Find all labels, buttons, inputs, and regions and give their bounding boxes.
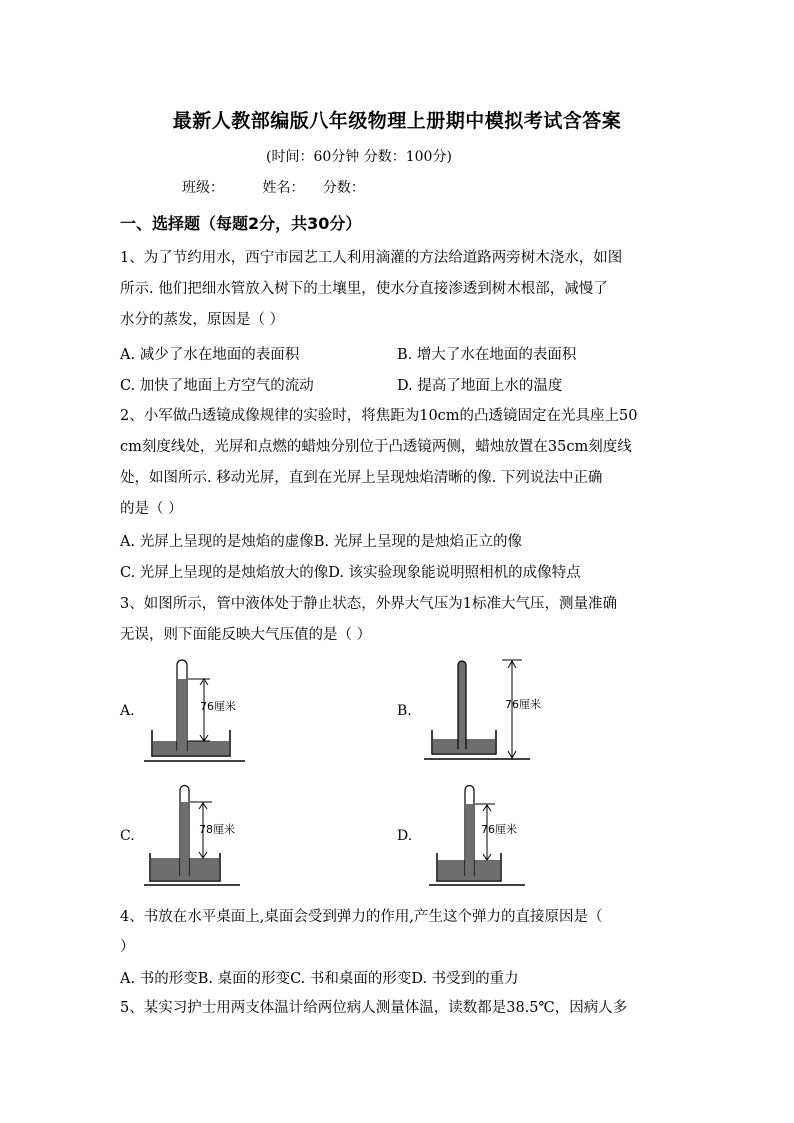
class-field-label: 班级： <box>182 180 224 196</box>
diagram-a-measure: 76厘米 <box>200 700 236 713</box>
diagram-c-label[interactable]: C. <box>120 828 135 844</box>
diagram-c-measure: 78厘米 <box>199 823 235 836</box>
diagram-b-measure: 76厘米 <box>505 698 541 711</box>
mercury-column-a <box>178 679 186 751</box>
student-info-line <box>182 177 389 197</box>
question-1-line-3: 水分的蒸发，原因是（ ） <box>120 312 285 328</box>
mercury-pool-a <box>153 741 229 755</box>
diagram-b-label[interactable]: B. <box>397 703 412 719</box>
score-field-label: 分数： <box>322 180 365 196</box>
question-1-line-1: 1、为了节约用水，西宁市园艺工人利用滴灌的方法给道路两旁树木浇水，如图 <box>120 250 623 266</box>
diagram-d-measure: 76厘米 <box>481 823 517 836</box>
exam-title: 最新人教部编版八年级物理上册期中模拟考试含答案 <box>172 110 622 132</box>
question-2-options-ab[interactable]: A. 光屏上呈现的是烛焰的虚像B. 光屏上呈现的是烛焰正立的像 <box>120 534 523 550</box>
section-heading: 一、选择题（每题2分，共30分） <box>120 214 362 233</box>
question-2-line-4: 的是（ ） <box>120 501 183 517</box>
mercury-column-b <box>458 661 466 749</box>
barometer-diagram-d <box>425 780 535 890</box>
mercury-column-d <box>466 804 473 876</box>
name-field-label: 姓名： <box>262 180 305 196</box>
question-2-line-2: cm刻度线处，光屏和点燃的蜡烛分别位于凸透镜两侧，蜡烛放置在35cm刻度线 <box>120 439 632 455</box>
diagram-d-label[interactable]: D. <box>397 828 413 844</box>
exam-subtitle: (时间：60分钟 分数：100分) <box>266 149 452 165</box>
question-1-option-a[interactable]: A. 减少了水在地面的表面积 <box>120 347 300 363</box>
question-3-line-2: 无误，则下面能反映大气压值的是（ ） <box>120 627 372 643</box>
mercury-column-c <box>181 802 188 876</box>
question-1-line-2: 所示. 他们把细水管放入树下的土壤里，使水分直接渗透到树木根部，减慢了 <box>120 281 608 297</box>
question-2-options-cd[interactable]: C. 光屏上呈现的是烛焰放大的像D. 该实验现象能说明照相机的成像特点 <box>120 565 581 581</box>
question-1-option-c[interactable]: C. 加快了地面上方空气的流动 <box>120 378 314 394</box>
question-4-options[interactable]: A. 书的形变B. 桌面的形变C. 书和桌面的形变D. 书受到的重力 <box>120 971 519 987</box>
question-5-line-1: 5、某实习护士用两支体温计给两位病人测量体温，读数都是38.5℃，因病人多 <box>120 1000 628 1016</box>
question-2-line-1: 2、小军做凸透镜成像规律的实验时，将焦距为10cm的凸透镜固定在光具座上50 <box>120 408 638 424</box>
question-4-line-1: 4、书放在水平桌面上,桌面会受到弹力的作用,产生这个弹力的直接原因是（ <box>120 909 603 925</box>
question-4-line-2: ） <box>120 939 135 955</box>
question-1-option-b[interactable]: B. 增大了水在地面的表面积 <box>397 347 577 363</box>
question-2-line-3: 处，如图所示. 移动光屏，直到在光屏上呈现烛焰清晰的像. 下列说法中正确 <box>120 470 603 486</box>
question-3-line-1: 3、如图所示，管中液体处于静止状态，外界大气压为1标准大气压，测量准确 <box>120 596 617 612</box>
question-1-option-d[interactable]: D. 提高了地面上水的温度 <box>397 378 563 394</box>
diagram-a-label[interactable]: A. <box>120 703 135 719</box>
